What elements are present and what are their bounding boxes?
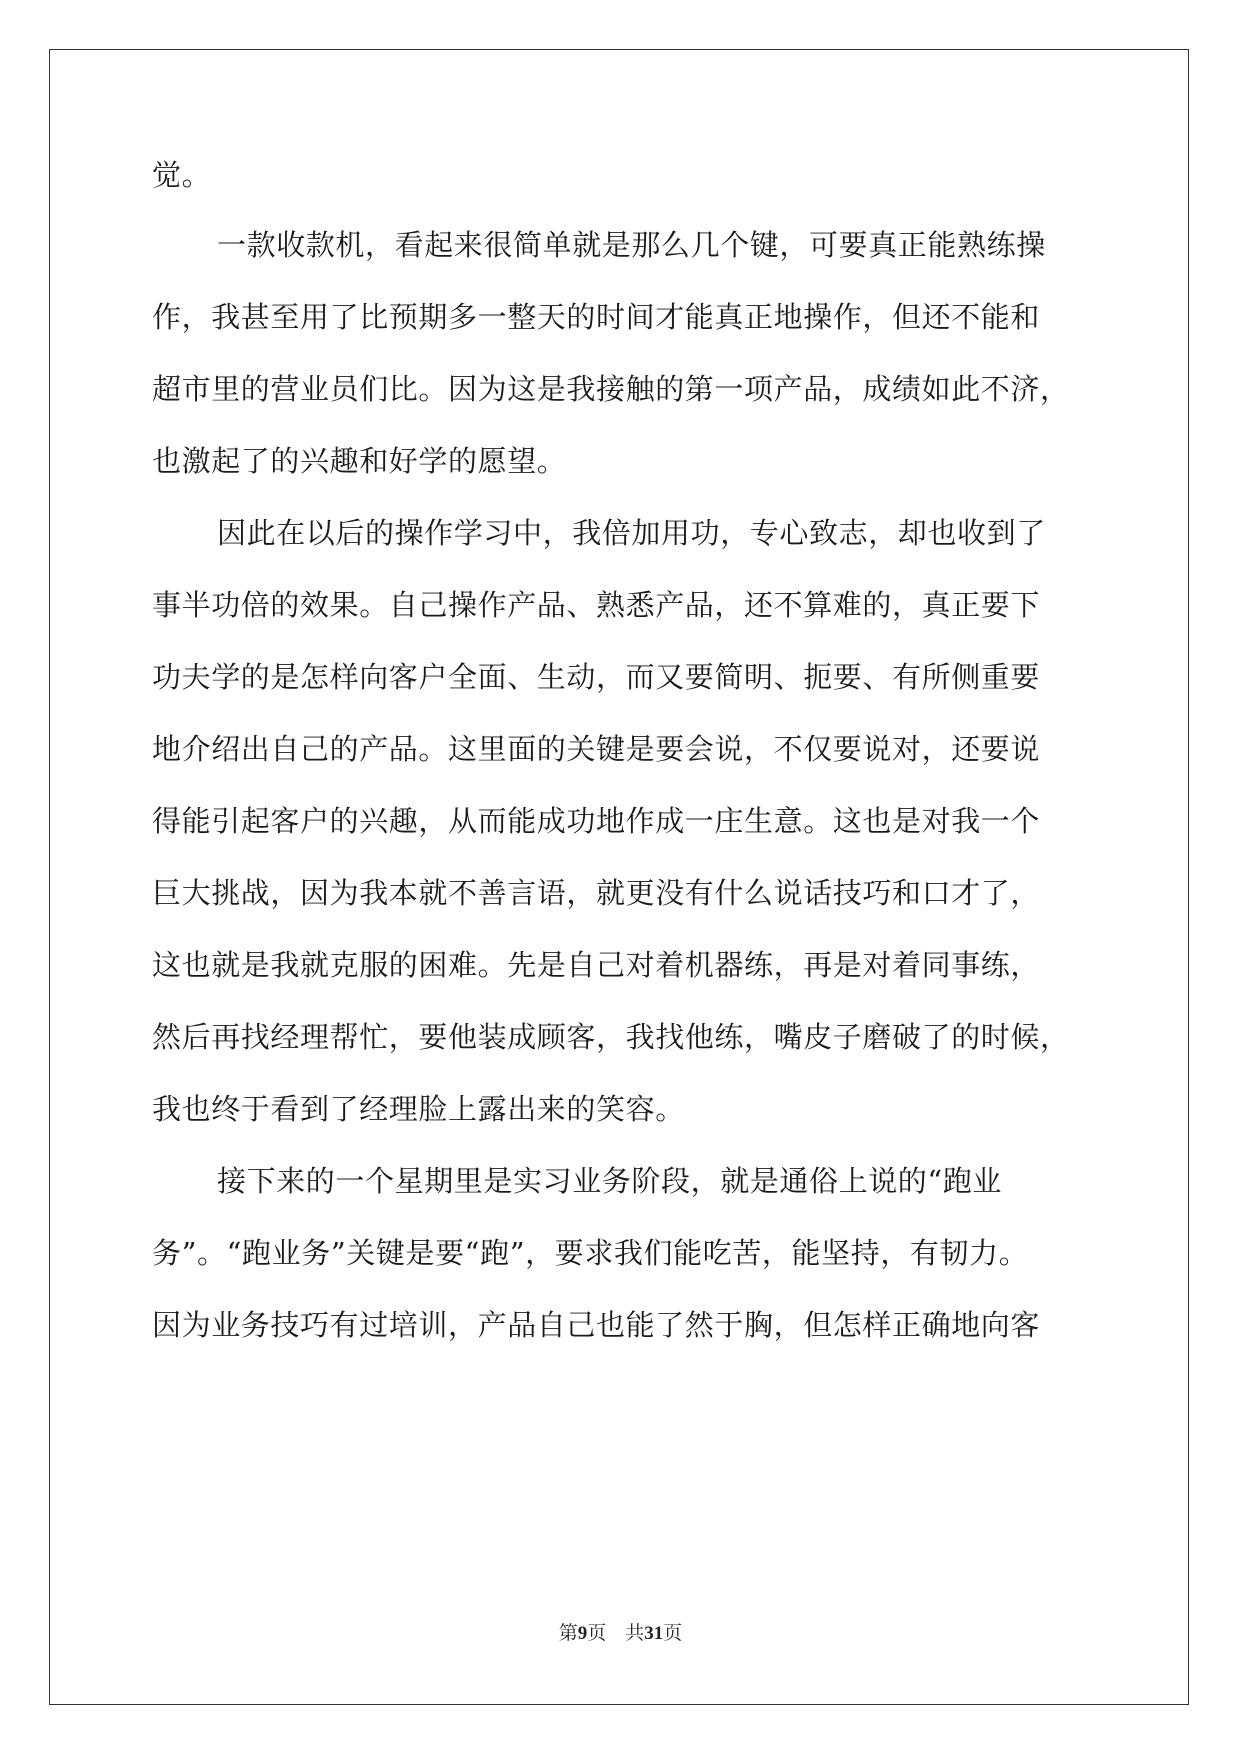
text-line: 巨大挑战，因为我本就不善言语，就更没有什么说话技巧和口才了， <box>152 876 1041 910</box>
text-line: 也激起了的兴趣和好学的愿望。 <box>152 444 567 478</box>
total-pages-number: 31 <box>644 1623 664 1644</box>
page-number-footer <box>0 1618 1241 1645</box>
text-line: 接下来的一个星期里是实习业务阶段，就是通俗上说的“跑业 <box>217 1164 1003 1198</box>
page-prefix: 第 <box>558 1623 578 1644</box>
text-line: 功夫学的是怎样向客户全面、生动，而又要简明、扼要、有所侧重要 <box>152 660 1041 694</box>
text-line: 地介绍出自己的产品。这里面的关键是要会说，不仅要说对，还要说 <box>152 732 1041 766</box>
text-line: 得能引起客户的兴趣，从而能成功地作成一庄生意。这也是对我一个 <box>152 804 1041 838</box>
text-line: 事半功倍的效果。自己操作产品、熟悉产品，还不算难的，真正要下 <box>152 588 1041 622</box>
text-line: 这也就是我就克服的困难。先是自己对着机器练，再是对着同事练， <box>152 948 1041 982</box>
text-line: 我也终于看到了经理脸上露出来的笑容。 <box>152 1092 685 1126</box>
text-line: 因为业务技巧有过培训，产品自己也能了然于胸，但怎样正确地向客 <box>152 1308 1041 1342</box>
text-line: 超市里的营业员们比。因为这是我接触的第一项产品，成绩如此不济， <box>152 372 1070 406</box>
page-mid: 页 共 <box>587 1623 645 1644</box>
text-line: 觉。 <box>152 158 212 192</box>
text-line: 务”。“跑业务”关键是要“跑”，要求我们能吃苦，能坚持，有韧力。 <box>152 1236 1029 1270</box>
text-line: 作，我甚至用了比预期多一整天的时间才能真正地操作，但还不能和 <box>152 300 1041 334</box>
page-suffix: 页 <box>663 1623 683 1644</box>
current-page-number: 9 <box>577 1623 588 1644</box>
text-line: 一款收款机，看起来很简单就是那么几个键，可要真正能熟练操 <box>217 228 1046 262</box>
text-line: 因此在以后的操作学习中，我倍加用功，专心致志，却也收到了 <box>217 516 1046 550</box>
text-line: 然后再找经理帮忙，要他装成顾客，我找他练，嘴皮子磨破了的时候， <box>152 1020 1070 1054</box>
